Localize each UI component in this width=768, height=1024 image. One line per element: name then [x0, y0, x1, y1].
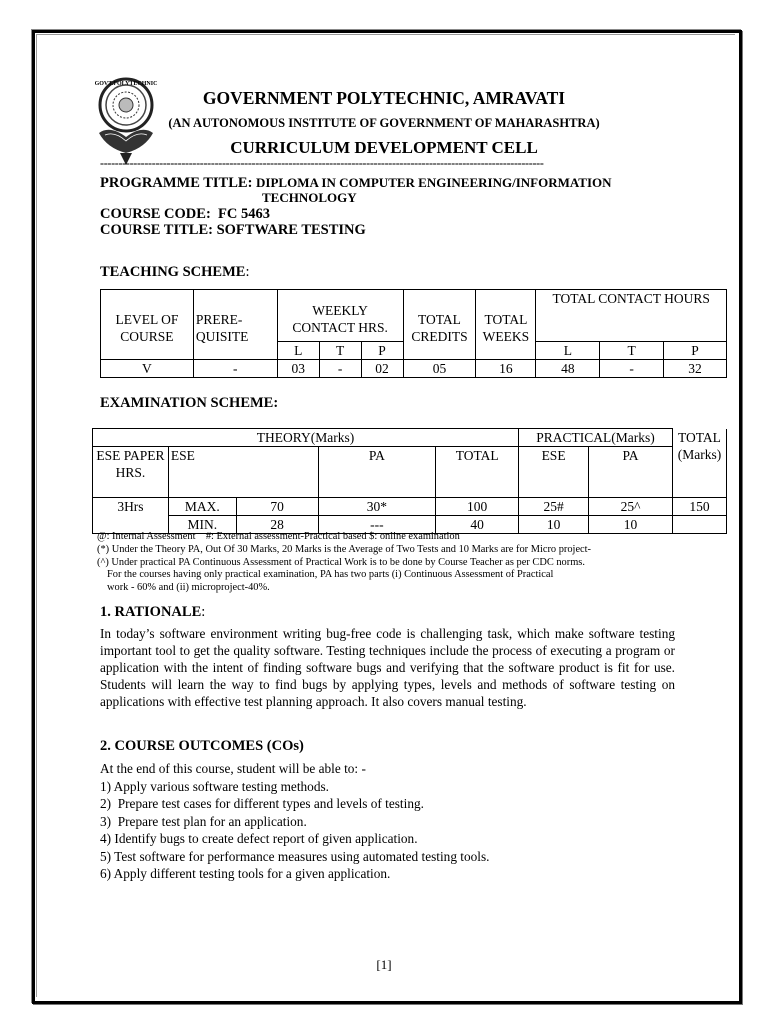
cell-p-ese: 25#: [519, 498, 589, 516]
header-hours-p: P: [664, 342, 727, 360]
rationale-title: 1. RATIONALE: [100, 604, 202, 620]
cell-pa: 30*: [318, 498, 436, 516]
header-p-ese: ESE: [519, 447, 589, 498]
cell-weeks: 16: [476, 360, 536, 378]
course-code-value: FC 5463: [218, 206, 270, 222]
teaching-scheme-table: [100, 289, 727, 378]
header-weekly-t: T: [319, 342, 361, 360]
header-weekly-l: L: [277, 342, 319, 360]
cell-level: V: [101, 360, 194, 378]
svg-text:GOVT.POLYTECHNIC: GOVT.POLYTECHNIC: [95, 81, 157, 87]
header-credits: TOTAL CREDITS: [403, 290, 476, 360]
cell-ese: 70: [236, 498, 318, 516]
institute-subtitle: (AN AUTONOMOUS INSTITUTE OF GOVERNMENT OF MAHARASHTRA): [168, 116, 600, 130]
programme-title-cont: [262, 190, 357, 207]
course-code-label: COURSE CODE:: [100, 206, 211, 222]
header-pa: PA: [318, 447, 436, 498]
header-divider: ------------------------------------------------------------------------------------------------------------------------: [100, 156, 544, 170]
exam-scheme-table: [92, 428, 727, 534]
note-line: (*) Under the Theory PA, Out Of 30 Marks, 20 Marks is the Average of Two Tests and 10 Marks are for Micro project-: [97, 543, 592, 555]
header-total: TOTAL: [436, 447, 519, 498]
cell-paper-hrs: 3Hrs: [93, 498, 169, 534]
course-code: [100, 206, 270, 223]
header-practical: PRACTICAL(Marks): [519, 429, 673, 447]
cell-total: 40: [436, 516, 519, 534]
header-hours: TOTAL CONTACT HOURS: [536, 290, 727, 342]
header-grand-total: TOTAL (Marks): [672, 429, 726, 498]
list-item: 6) Apply different testing tools for a given application.: [100, 866, 391, 881]
page-number: [1]: [376, 957, 392, 972]
list-item: 2) Prepare test cases for different types and levels of testing.: [100, 796, 424, 811]
programme-title-label: PROGRAMME TITLE:: [100, 175, 253, 191]
header-hours-t: T: [600, 342, 664, 360]
cell-weekly-p: 02: [361, 360, 403, 378]
cell-p-ese: 10: [519, 516, 589, 534]
cell-grand: 150: [672, 498, 726, 516]
cell-grand: [672, 516, 726, 534]
cell-name: CURRICULUM DEVELOPMENT CELL: [230, 138, 538, 157]
header-weekly: WEEKLY CONTACT HRS.: [277, 290, 403, 342]
cell-prereq: -: [193, 360, 277, 378]
table-row: [101, 360, 727, 378]
cell-weekly-l: 03: [277, 360, 319, 378]
header-p-pa: PA: [589, 447, 673, 498]
teaching-scheme-heading: [100, 264, 249, 281]
teaching-scheme-title: TEACHING SCHEME: [100, 264, 246, 280]
course-title-label: COURSE TITLE:: [100, 222, 213, 238]
course-outcomes-list: [100, 760, 490, 883]
institute-name: GOVERNMENT POLYTECHNIC, AMRAVATI: [202, 88, 566, 108]
header-paper-hrs: ESE PAPER HRS.: [93, 447, 169, 498]
exam-scheme-heading: EXAMINATION SCHEME:: [100, 395, 279, 411]
header-weekly-p: P: [361, 342, 403, 360]
rationale-text: In today’s software environment writing bug-free code is challenging task, which make software testing important tool to get the quality software. Testing techniques include the process of executing a program or application with the intent of finding software bugs and verifying that the software product is fit for use. Students will learn the way to find bugs by applying types, levels and methods of software testing on applications with effective test planning approach. It also covers manual testing.: [100, 626, 675, 709]
note-line: (^) Under practical PA Continuous Assessment of Practical Work is to be done by Course Teacher as per CDC norms.: [97, 556, 585, 568]
cell-pa: ---: [318, 516, 436, 534]
note-line: For the courses having only practical examination, PA has two parts (i) Continuous Assessment of Practical: [107, 569, 554, 581]
cell-hours-t: -: [600, 360, 664, 378]
header-hours-l: L: [536, 342, 600, 360]
cell-total: 100: [436, 498, 519, 516]
cell-credits: 05: [403, 360, 476, 378]
list-item: 5) Test software for performance measures using automated testing tools.: [100, 848, 490, 864]
cell-label: MIN.: [168, 516, 236, 534]
teaching-scheme-colon: :: [245, 264, 250, 280]
note-line: work - 60% and (ii) microproject-40%.: [107, 582, 270, 594]
list-item: 4) Identify bugs to create defect report of given application.: [100, 831, 418, 846]
list-item: 1) Apply various software testing methods.: [100, 778, 329, 794]
cell-p-pa: 10: [589, 516, 673, 534]
cell-hours-l: 48: [536, 360, 600, 378]
exam-notes: [97, 531, 591, 595]
course-title-value: SOFTWARE TESTING: [216, 222, 366, 238]
table-row: [93, 498, 727, 516]
course-outcomes-intro: At the end of this course, student will be able to: -: [100, 761, 366, 776]
header-prereq: PRERE- QUISITE: [193, 290, 277, 360]
cell-label: MAX.: [168, 498, 236, 516]
cell-ese: 28: [236, 516, 318, 534]
header-theory: THEORY(Marks): [93, 429, 519, 447]
rationale-colon: :: [201, 604, 206, 620]
rationale-heading: [100, 604, 205, 621]
programme-title-value: DIPLOMA IN COMPUTER ENGINEERING/INFORMATION: [256, 175, 612, 190]
programme-title-value-cont: TECHNOLOGY: [262, 190, 357, 205]
list-item: 3) Prepare test plan for an application.: [100, 813, 307, 829]
header-weeks: TOTAL WEEKS: [476, 290, 536, 360]
course-title: [100, 222, 366, 239]
course-outcomes-heading: 2. COURSE OUTCOMES (COs): [100, 738, 304, 754]
note-line: @: Internal Assessment #: External assessment-Practical based $: online examination: [97, 531, 460, 542]
cell-p-pa: 25^: [589, 498, 673, 516]
cell-weekly-t: -: [319, 360, 361, 378]
header-level: LEVEL OF COURSE: [101, 290, 194, 360]
cell-hours-p: 32: [664, 360, 727, 378]
header-ese: ESE: [168, 447, 318, 498]
